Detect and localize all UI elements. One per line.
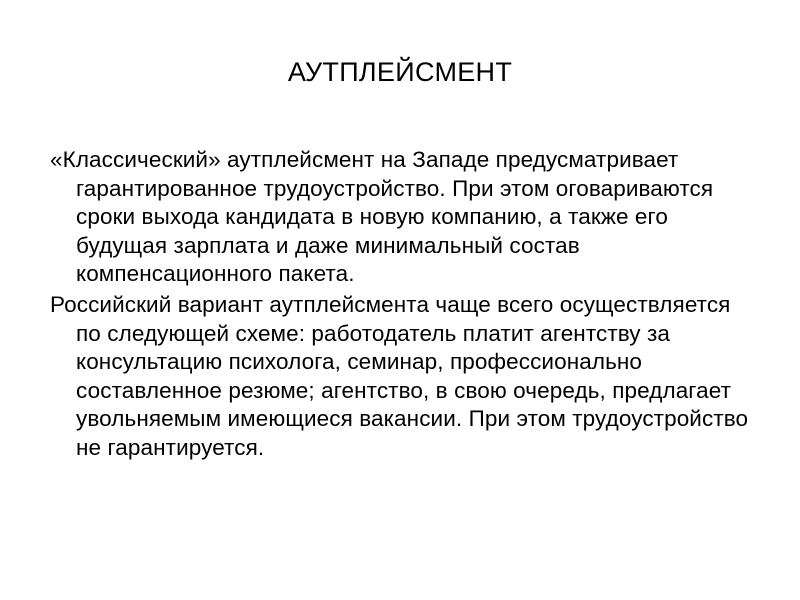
slide-title: АУТПЛЕЙСМЕНТ [287,57,513,87]
paragraph-classic-outplacement: «Классический» аутплейсмент на Западе предусматривает гарантированное трудоустройство. При этом оговариваются сроки выхода кандидата в новую компанию, а также его будущая зарплата и даже минимальный состав компенсационного пакета. [50,147,714,287]
slide-body [50,146,760,463]
paragraph-russian-outplacement: Российский вариант аутплейсмента чаще всего осуществляется по следующей схеме: работодатель платит агентству за консультацию психолога, семинар, профессионально составленное резюме; агентство, в свою очередь, предлагает увольняемым имеющиеся вакансии. При этом трудоустройство не гарантируется. [50,291,749,460]
